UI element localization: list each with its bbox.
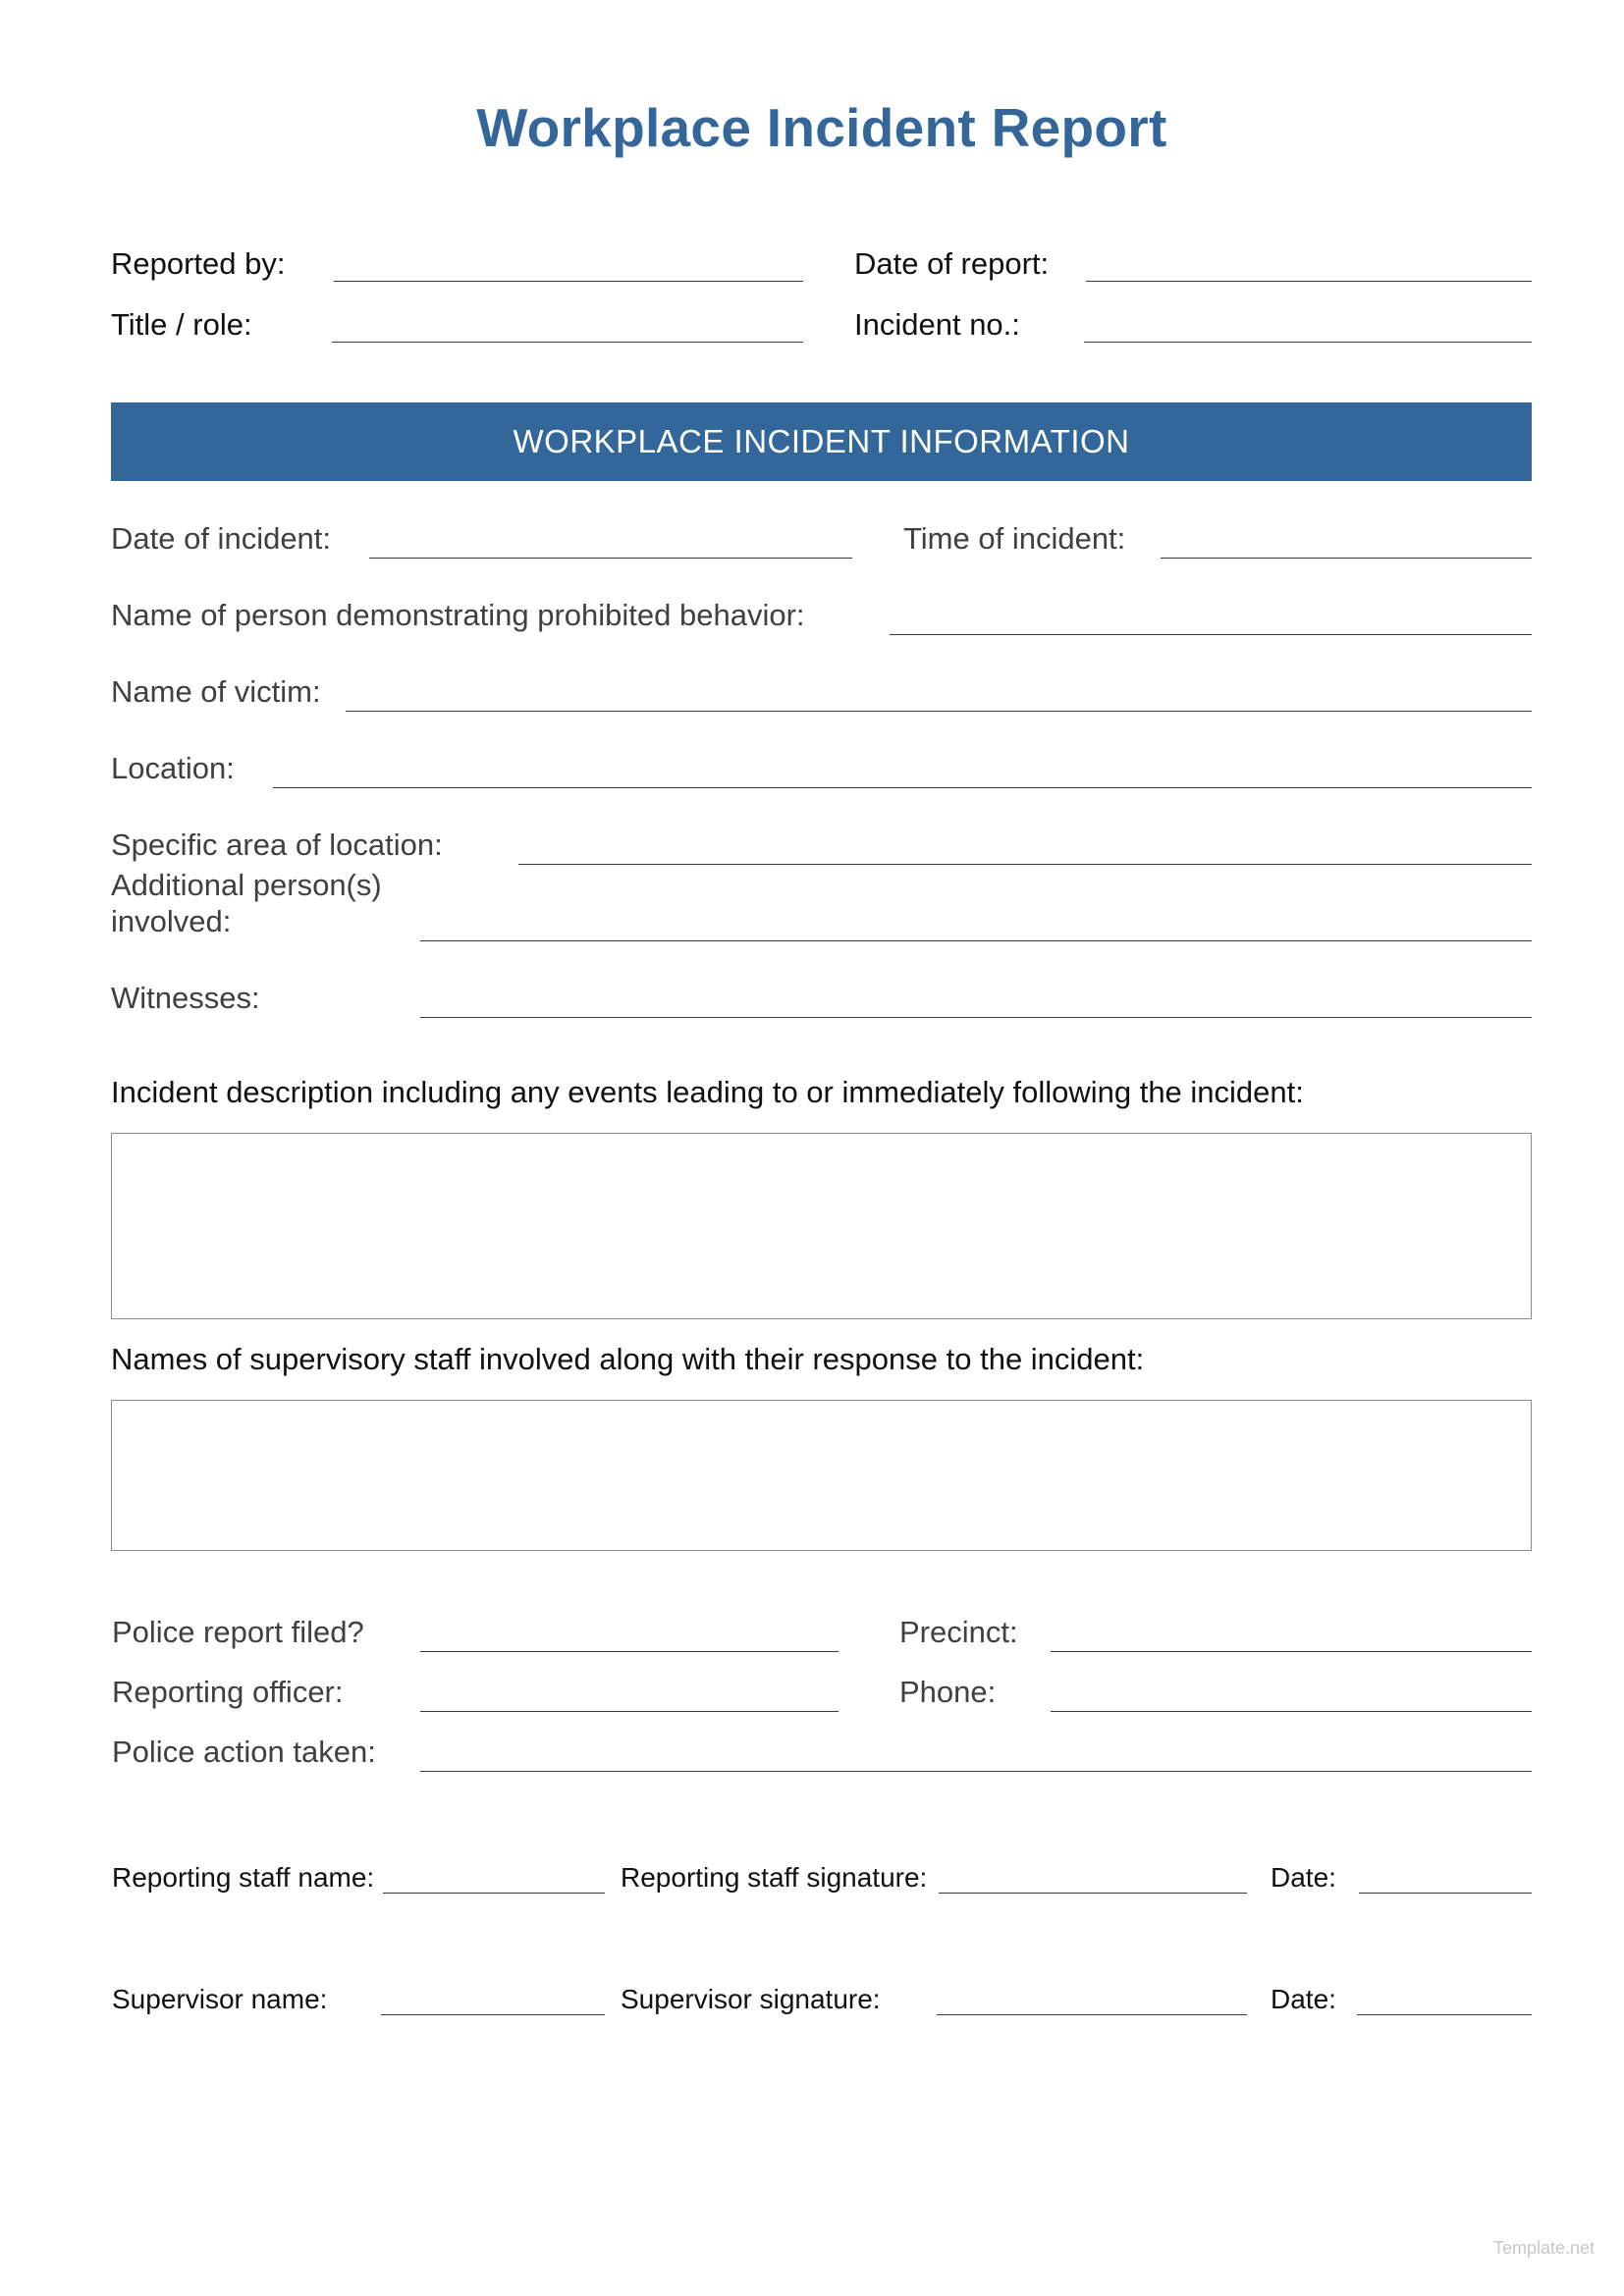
specific-area-label: Specific area of location:: [111, 828, 443, 862]
supervisory-staff-box[interactable]: [111, 1400, 1532, 1551]
supervisor-name-field[interactable]: [381, 2014, 605, 2015]
prohibited-person-label: Name of person demonstrating prohibited behavior:: [111, 598, 805, 632]
phone-label: Phone:: [899, 1675, 997, 1709]
title-role-field[interactable]: [332, 342, 803, 343]
incident-description-label: Incident description including any events leading to or immediately following the incident:: [111, 1075, 1304, 1109]
location-field[interactable]: [273, 787, 1532, 788]
precinct-label: Precinct:: [899, 1615, 1018, 1649]
reporting-staff-name-field[interactable]: [383, 1893, 605, 1894]
additional-persons-field[interactable]: [420, 940, 1532, 941]
witnesses-field[interactable]: [420, 1017, 1532, 1018]
date-of-report-label: Date of report:: [854, 246, 1050, 281]
victim-field[interactable]: [346, 711, 1532, 712]
incident-no-field[interactable]: [1084, 342, 1532, 343]
reporting-staff-name-label: Reporting staff name:: [112, 1862, 375, 1893]
reporting-staff-signature-field[interactable]: [939, 1893, 1247, 1894]
precinct-field[interactable]: [1051, 1651, 1532, 1652]
victim-label: Name of victim:: [111, 674, 321, 709]
specific-area-field[interactable]: [518, 864, 1532, 865]
incident-description-box[interactable]: [111, 1133, 1532, 1319]
page-title: Workplace Incident Report: [476, 97, 1167, 158]
additional-persons-label-line2: involved:: [111, 904, 232, 938]
reporting-staff-signature-label: Reporting staff signature:: [621, 1862, 928, 1893]
title-role-label: Title / role:: [111, 307, 252, 342]
date-of-incident-label: Date of incident:: [111, 521, 332, 556]
supervisor-date-label: Date:: [1271, 1984, 1336, 2014]
date-of-report-field[interactable]: [1086, 281, 1532, 282]
witnesses-label: Witnesses:: [111, 981, 260, 1015]
reporting-officer-field[interactable]: [420, 1711, 839, 1712]
location-label: Location:: [111, 751, 235, 785]
supervisor-signature-label: Supervisor signature:: [621, 1984, 881, 2014]
phone-field[interactable]: [1051, 1711, 1532, 1712]
watermark: Template.net: [1492, 2238, 1595, 2258]
supervisor-name-label: Supervisor name:: [112, 1984, 328, 2014]
reported-by-field[interactable]: [334, 281, 803, 282]
police-report-filed-label: Police report filed?: [112, 1615, 364, 1649]
police-report-filed-field[interactable]: [420, 1651, 839, 1652]
supervisor-signature-field[interactable]: [937, 2014, 1247, 2015]
police-action-label: Police action taken:: [112, 1735, 376, 1769]
prohibited-person-field[interactable]: [890, 634, 1532, 635]
incident-no-label: Incident no.:: [854, 307, 1020, 342]
reporting-officer-label: Reporting officer:: [112, 1675, 344, 1709]
police-action-field[interactable]: [420, 1771, 1532, 1772]
additional-persons-label-line1: Additional person(s): [111, 868, 382, 902]
reported-by-label: Reported by:: [111, 246, 286, 281]
supervisor-date-field[interactable]: [1357, 2014, 1532, 2015]
section-banner: WORKPLACE INCIDENT INFORMATION: [111, 402, 1532, 481]
date-of-incident-field[interactable]: [369, 558, 852, 559]
supervisory-staff-label: Names of supervisory staff involved along with their response to the incident:: [111, 1342, 1145, 1376]
time-of-incident-label: Time of incident:: [903, 521, 1126, 556]
reporting-date-field[interactable]: [1359, 1893, 1532, 1894]
reporting-date-label: Date:: [1271, 1862, 1336, 1893]
time-of-incident-field[interactable]: [1161, 558, 1532, 559]
